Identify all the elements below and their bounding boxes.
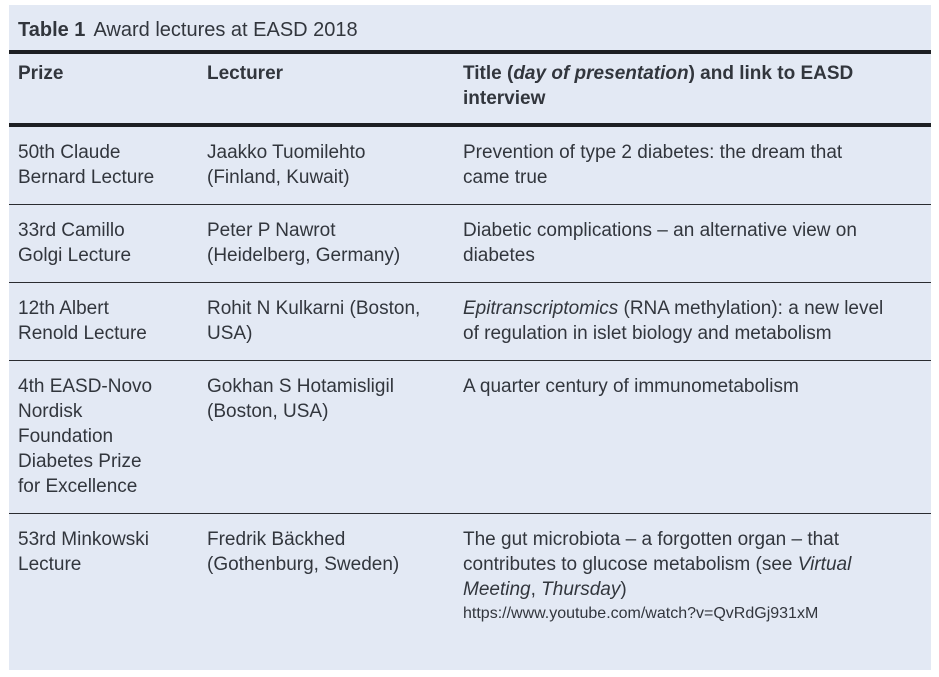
text-run: Diabetic complications – an alternative view on diabetes [463,220,857,266]
column-header-prize: Prize [9,54,207,125]
prize-cell: 50th Claude Bernard Lecture [18,142,155,188]
text-run: Prevention of type 2 diabetes: the dream that came true [463,142,843,188]
text-run: Epitranscriptomics [463,298,619,319]
text-run: ) and link to EASD interview [463,63,854,109]
table-row [9,361,931,514]
column-header-lecturer: Lecturer [207,54,463,125]
table-caption [9,5,931,50]
prize-cell: 33rd Camillo Golgi Lecture [9,205,207,283]
prize-cell: 53rd Minkowski Lecture [9,514,207,640]
title-cell [463,205,931,283]
table-row [9,125,931,205]
text-run: day of presentation [513,63,689,84]
lecturer-cell: Fredrik Bäckhed (Gothenburg, Sweden) [207,514,463,640]
title-cell [463,514,931,640]
table-label: Table 1 [18,19,86,41]
table-panel [9,5,931,670]
text-run: (RNA methylation): a new level of regulation in islet biology and metabolism [463,298,884,344]
title-cell [463,361,931,514]
lecturer-cell: Peter P Nawrot (Heidelberg, Germany) [207,205,463,283]
youtube-link[interactable]: https://www.youtube.com/watch?v=QvRdGj931xM [463,605,819,622]
table-header-row [9,54,931,125]
table-row [9,283,931,361]
table-title: Award lectures at EASD 2018 [93,19,358,41]
text-run: Virtual Meeting [463,554,852,600]
table-row [9,514,931,640]
lecturer-cell: Jaakko Tuomilehto (Finland, Kuwait) [207,142,366,188]
column-header-title [463,54,931,125]
text-run: Title ( [463,63,514,84]
table-row [9,205,931,283]
prize-cell: 4th EASD-Novo Nordisk Foundation Diabetes Prize for Excellence [9,361,207,514]
title-cell [463,125,931,205]
award-lectures-table [9,54,931,639]
lecturer-cell: Rohit N Kulkarni (Boston, USA) [207,283,463,361]
text-run: , [530,579,542,600]
text-run: Thursday [541,579,621,600]
title-cell [463,283,931,361]
text-run: The gut microbiota – a forgotten organ – that contributes to glucose metabolism (see [463,529,840,575]
lecturer-cell: Gokhan S Hotamisligil (Boston, USA) [207,361,463,514]
text-run: ) [620,579,627,600]
text-run: A quarter century of immunometabolism [463,376,799,397]
prize-cell: 12th Albert Renold Lecture [9,283,207,361]
